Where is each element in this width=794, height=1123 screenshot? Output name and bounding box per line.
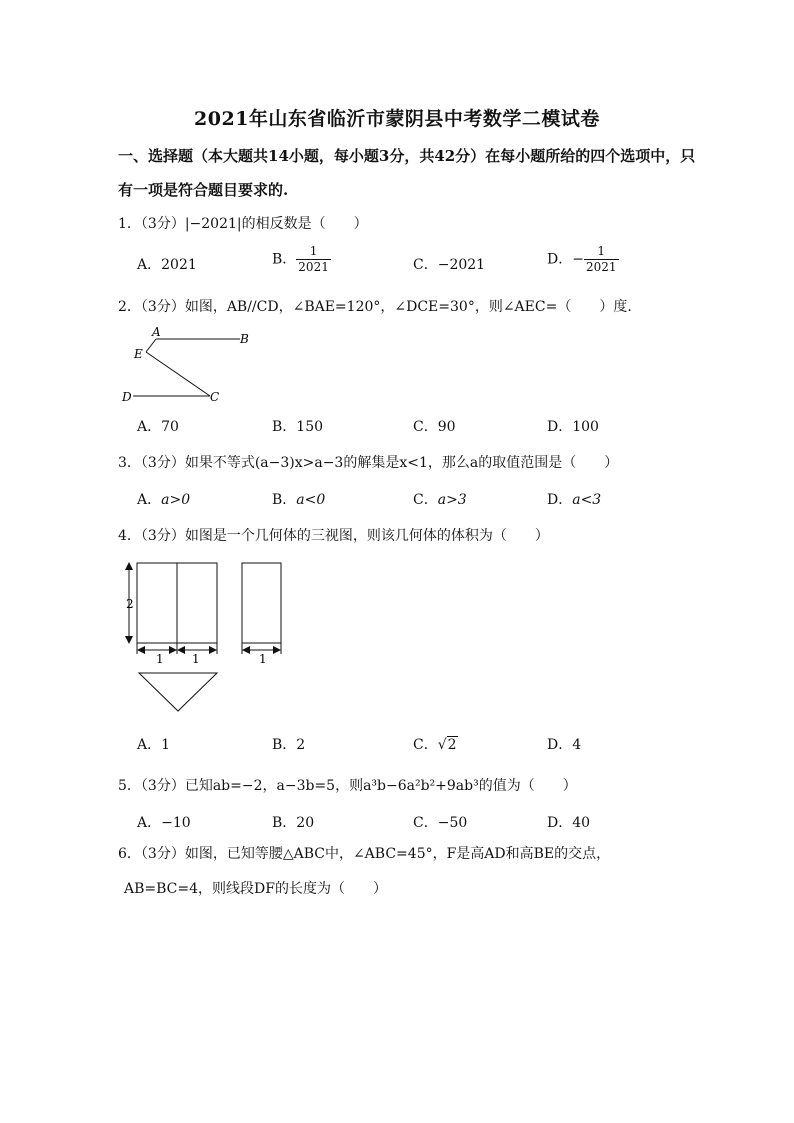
question-3-stem: 3．（3分）如果不等式(a−3)x>a−3的解集是x<1，那么a的取值范围是（ ） bbox=[118, 455, 619, 471]
question-2-option-b bbox=[272, 416, 323, 436]
option-value: 90 bbox=[437, 419, 456, 435]
line-ec bbox=[146, 352, 210, 396]
question-2-figure bbox=[118, 324, 268, 408]
fraction bbox=[584, 244, 619, 275]
width-label-1: 1 bbox=[156, 652, 164, 666]
question-4-option-d bbox=[547, 734, 581, 754]
question-5-option-a bbox=[137, 812, 191, 832]
option-label: D． bbox=[547, 815, 573, 831]
question-3-option-d bbox=[547, 489, 601, 509]
option-value: a<3 bbox=[572, 492, 602, 508]
option-label: A． bbox=[137, 492, 162, 508]
option-label: B． bbox=[272, 492, 297, 508]
option-value: 70 bbox=[161, 419, 179, 435]
question-5-option-d bbox=[547, 812, 590, 832]
option-value: −50 bbox=[437, 815, 468, 831]
question-2-option-d bbox=[547, 416, 599, 436]
question-4-option-b bbox=[272, 734, 305, 754]
option-label: D． bbox=[547, 251, 573, 268]
question-5-option-c bbox=[413, 812, 467, 832]
question-3-option-c bbox=[413, 489, 467, 509]
option-value: 1 bbox=[161, 737, 171, 753]
option-label: A． bbox=[137, 257, 162, 273]
fraction-numerator: 1 bbox=[309, 244, 318, 258]
question-1-option-a bbox=[137, 254, 197, 274]
option-value: 40 bbox=[572, 815, 591, 831]
width-label-2: 1 bbox=[192, 652, 200, 666]
option-label: C． bbox=[413, 492, 438, 508]
option-label: B． bbox=[272, 815, 297, 831]
fraction-denominator: 2021 bbox=[298, 260, 329, 274]
question-2-option-a bbox=[137, 416, 179, 436]
question-6-stem-line2: AB=BC=4，则线段DF的长度为（ ） bbox=[124, 881, 387, 897]
question-1-option-b bbox=[272, 244, 331, 275]
option-value: a>3 bbox=[437, 492, 467, 508]
option-value: −2021 bbox=[437, 257, 486, 273]
option-label: D． bbox=[547, 419, 573, 435]
option-label: D． bbox=[547, 492, 573, 508]
option-label: B． bbox=[272, 251, 297, 268]
option-sign: − bbox=[572, 251, 584, 268]
question-4-option-a bbox=[137, 734, 170, 754]
section-header-line2: 有一项是符合题目要求的. bbox=[118, 181, 289, 199]
option-value: a>0 bbox=[161, 492, 191, 508]
question-6-stem-line1: 6．（3分）如图，已知等腰△ABC中，∠ABC=45°，F是高AD和高BE的交点， bbox=[118, 846, 611, 862]
fraction-numerator: 1 bbox=[597, 244, 606, 258]
label-e: E bbox=[134, 347, 143, 361]
fraction bbox=[296, 244, 331, 275]
option-value: 150 bbox=[296, 419, 324, 435]
height-label: 2 bbox=[126, 597, 134, 611]
option-label: A． bbox=[137, 815, 162, 831]
label-a: A bbox=[152, 325, 161, 339]
option-label: A． bbox=[137, 737, 162, 753]
option-label: B． bbox=[272, 737, 297, 753]
option-value: 4 bbox=[572, 737, 582, 753]
option-label: D． bbox=[547, 737, 573, 753]
section-header-line1: 一、选择题（本大题共14小题，每小题3分，共42分）在每小题所给的四个选项中，只 bbox=[118, 147, 696, 165]
question-4-option-c bbox=[413, 734, 458, 754]
option-label: C． bbox=[413, 419, 438, 435]
question-1-stem: 1．（3分）|−2021|的相反数是（ ） bbox=[118, 216, 368, 232]
option-value: 2021 bbox=[161, 257, 197, 273]
question-4-stem: 4．（3分）如图是一个几何体的三视图，则该几何体的体积为（ ） bbox=[118, 528, 549, 544]
option-value: −10 bbox=[161, 815, 191, 831]
question-4-figure bbox=[118, 556, 298, 716]
option-value: a<0 bbox=[296, 492, 326, 508]
top-view-triangle bbox=[139, 673, 217, 711]
option-label: C． bbox=[413, 737, 438, 753]
label-b: B bbox=[240, 332, 249, 346]
option-label: C． bbox=[413, 257, 438, 273]
question-3-option-a bbox=[137, 489, 190, 509]
side-view-rect bbox=[242, 563, 281, 643]
radicand: 2 bbox=[447, 737, 457, 753]
option-value: 2 bbox=[296, 737, 306, 753]
label-c: C bbox=[210, 390, 220, 404]
question-1-option-c bbox=[413, 254, 485, 274]
question-5-option-b bbox=[272, 812, 314, 832]
sqrt-symbol: √ bbox=[437, 737, 447, 753]
question-2-option-c bbox=[413, 416, 456, 436]
question-3-option-b bbox=[272, 489, 325, 509]
option-label: C． bbox=[413, 815, 438, 831]
option-value: 100 bbox=[572, 419, 599, 435]
fraction-denominator: 2021 bbox=[585, 260, 617, 274]
sqrt-expression bbox=[438, 737, 458, 753]
line-ae bbox=[146, 339, 156, 352]
label-d: D bbox=[122, 390, 132, 404]
option-value: 20 bbox=[296, 815, 315, 831]
option-label: B． bbox=[272, 419, 297, 435]
question-1-option-d bbox=[547, 244, 619, 275]
side-width-label: 1 bbox=[259, 652, 267, 666]
question-2-stem: 2．（3分）如图，AB//CD，∠BAE=120°，∠DCE=30°，则∠AEC=（ ）度. bbox=[118, 299, 632, 315]
question-5-stem: 5．（3分）已知ab=−2，a−3b=5，则a³b−6a²b²+9ab³的值为（ ） bbox=[118, 778, 577, 794]
exam-title: 2021年山东省临沂市蒙阴县中考数学二模试卷 bbox=[194, 108, 600, 130]
option-label: A． bbox=[137, 419, 162, 435]
